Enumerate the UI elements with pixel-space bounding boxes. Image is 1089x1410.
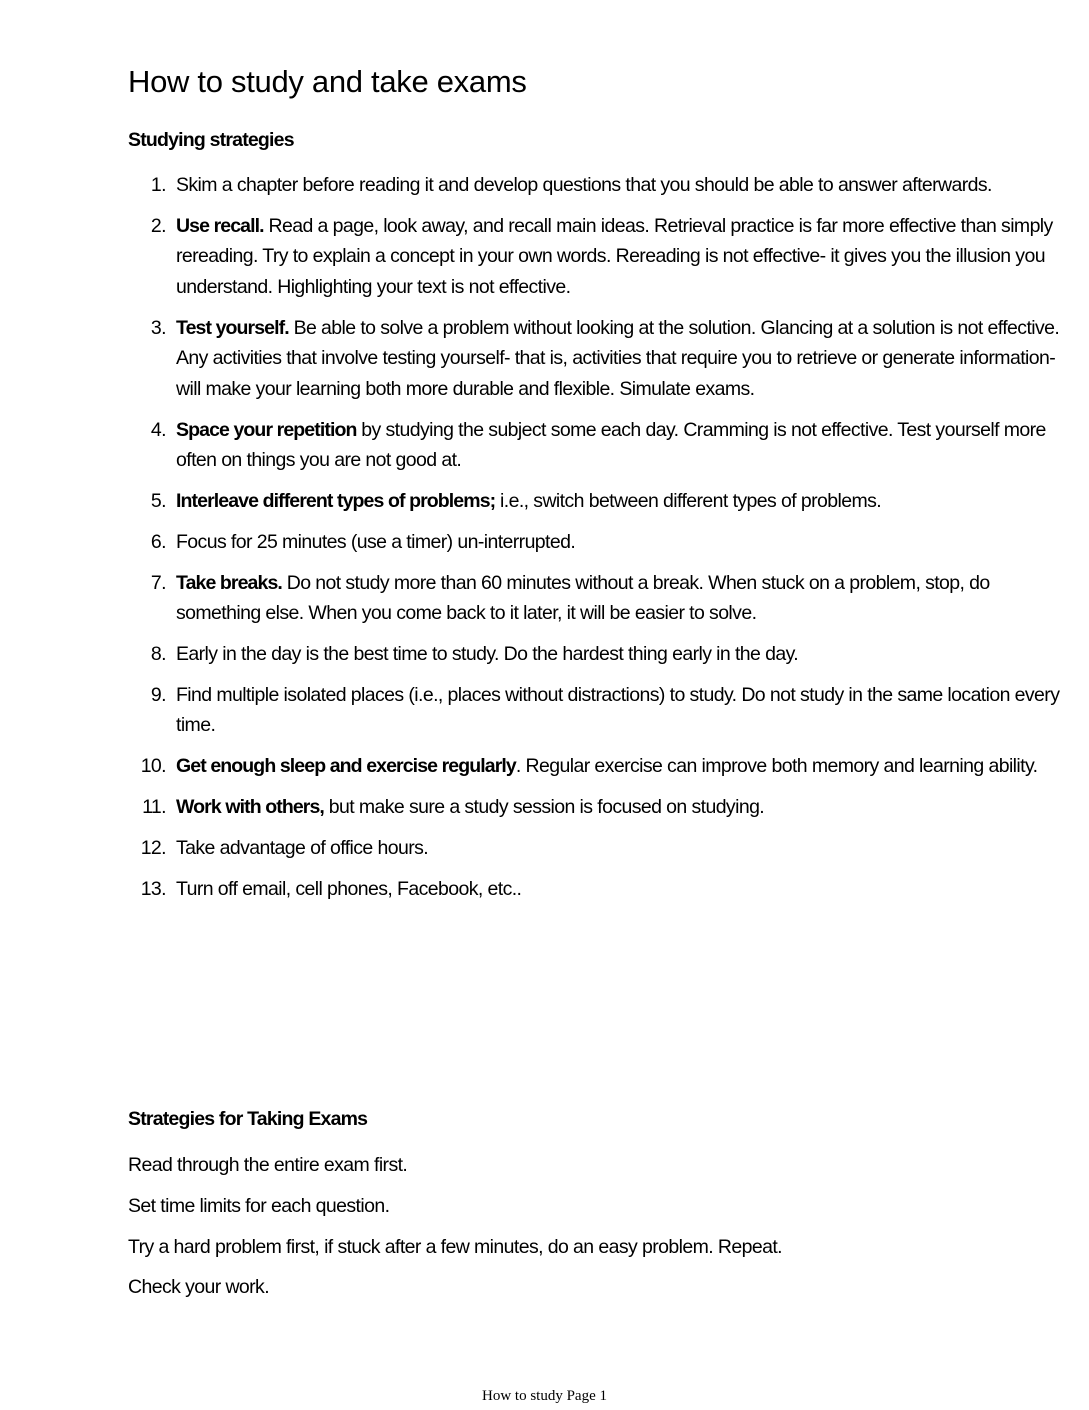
list-item [128, 170, 1073, 201]
studying-strategies-list [128, 170, 1073, 914]
list-item [128, 639, 1073, 670]
item-text: Do not study more than 60 minutes without a break. When stuck on a problem, stop, do something else. When you come back to it later, it will be easier to solve. [176, 571, 990, 625]
item-text: i.e., switch between different types of problems. [495, 490, 882, 513]
item-text: Skim a chapter before reading it and develop questions that you should be able to answer afterwards. [176, 174, 992, 196]
item-text: Early in the day is the best time to study. Do the hardest thing early in the day. [176, 643, 799, 666]
page-title: How to study and take exams [128, 64, 527, 99]
item-bold-lead: Get enough sleep and exercise regularly [176, 755, 516, 778]
item-text: . Regular exercise can improve both memory and learning ability. [515, 755, 1038, 778]
item-text: Find multiple isolated places (i.e., places without distractions) to study. Do not study in the same location every time. [176, 683, 1060, 737]
item-bold-lead: Test yourself. [176, 316, 289, 339]
item-number: 5. [150, 490, 166, 513]
item-number: 10. [140, 755, 166, 778]
item-bold-lead: Take breaks. [176, 571, 282, 594]
list-item [128, 486, 1073, 517]
exam-strategy-line: Read through the entire exam first. [128, 1154, 408, 1176]
list-item [128, 568, 1073, 629]
item-text: Be able to solve a problem without looking at the solution. Glancing at a solution is not effective. Any activities that involve testing yourself- that is, activities that require you to retrieve or generate information- will make your learning both more durable and flexible. Simulate exams. [176, 316, 1060, 400]
list-item [128, 792, 1073, 823]
item-number: 8. [150, 643, 166, 666]
item-bold-lead: Work with others, [176, 795, 324, 818]
item-text: Turn off email, cell phones, Facebook, etc.. [176, 877, 522, 900]
page-footer: How to study Page 1 [482, 1388, 607, 1404]
item-text: by studying the subject some each day. Cramming is not effective. Test yourself more often on things you are not good at. [176, 418, 1046, 472]
section-heading-exams: Strategies for Taking Exams [128, 1108, 368, 1130]
exam-strategies [128, 1150, 782, 1313]
list-item [128, 313, 1073, 405]
item-number: 12. [140, 836, 166, 859]
item-number: 9. [150, 683, 166, 706]
exam-strategy-line: Try a hard problem first, if stuck after a few minutes, do an easy problem. Repeat. [128, 1235, 782, 1258]
item-number: 7. [150, 571, 166, 594]
item-text: but make sure a study session is focused on studying. [323, 795, 765, 818]
item-bold-lead: Space your repetition [176, 418, 357, 441]
exam-strategy-line: Set time limits for each question. [128, 1194, 390, 1217]
list-item [128, 751, 1073, 782]
item-number: 2. [150, 214, 166, 237]
exam-strategy-line: Check your work. [128, 1276, 270, 1299]
list-item [128, 680, 1073, 741]
list-item [128, 527, 1073, 558]
list-item [128, 211, 1073, 303]
item-text: Take advantage of office hours. [176, 836, 429, 859]
list-item [128, 415, 1073, 476]
item-number: 1. [150, 174, 166, 196]
item-bold-lead: Interleave different types of problems; [176, 490, 496, 513]
item-number: 4. [150, 418, 166, 441]
item-number: 11. [142, 795, 166, 818]
item-number: 6. [150, 530, 166, 553]
list-item [128, 833, 1073, 864]
item-text: Read a page, look away, and recall main ideas. Retrieval practice is far more effective than simply rereading. Try to explain a concept in your own words. Rereading is not effective- it gives you the illusion you understand. Highlighting your text is not effective. [176, 214, 1053, 298]
list-item [128, 874, 1073, 905]
item-number: 3. [150, 316, 166, 339]
item-number: 13. [140, 877, 166, 900]
item-bold-lead: Use recall. [176, 214, 264, 237]
item-text: Focus for 25 minutes (use a timer) un-interrupted. [176, 530, 576, 553]
section-heading-studying: Studying strategies [128, 129, 294, 151]
